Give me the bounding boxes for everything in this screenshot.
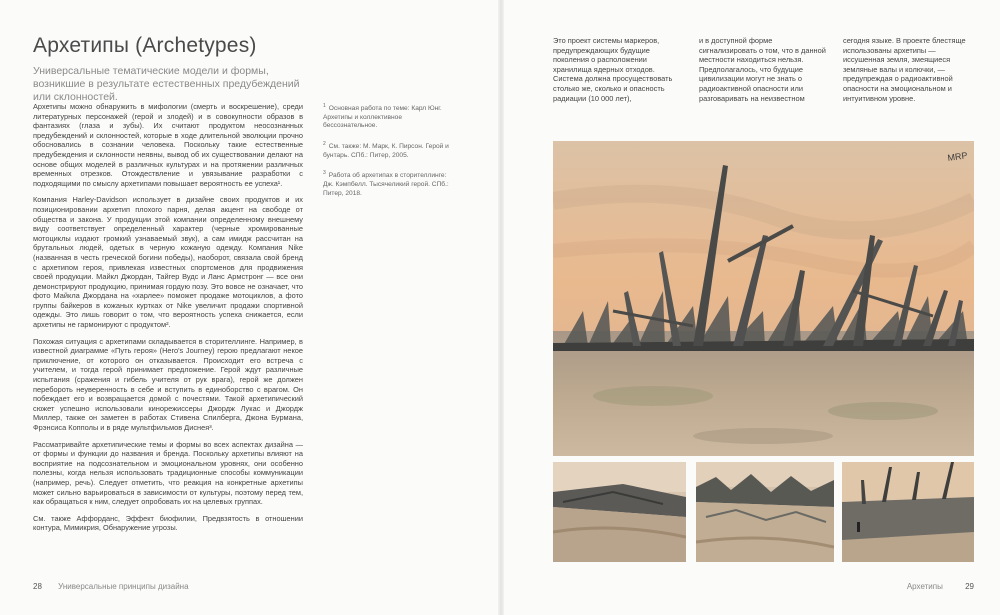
spike-field-illustration xyxy=(553,141,974,456)
page-subtitle: Универсальные тематические модели и формы, возникшие в результате естественных предубеждений или склонностей. xyxy=(33,65,300,103)
see-also: См. также Аффорданс, Эффект биофилии, Предвзятость в отношении контура, Мимикрия, Обнаружение угрозы. xyxy=(33,513,303,533)
main-text-column xyxy=(33,102,303,540)
paragraph: Похожая ситуация с архетипами складывается в сторителлинге. Например, в известной диаграмме «Путь героя» (Hero's Journey) герою предлагают некое приключение, от которого он отказывается. Происходит его встреча с учителем, и тогда герой принимает предложение. Герой ждут различные испытания (сражения и гибель учителя от рук врага), герой же должен перебороть неуверенность в себе и вступить в единоборство с врагом. Он побеждает его и возвращается домой с почестями. Такой архетипический сюжет успешно использовали кинорежиссеры Джордж Лукас и Джордж Миллер, также он заметен в работах Стивена Спилберга, Джона Бурмана, Фрэнсиса Копполы и в ряде мультфильмов Диснея³. xyxy=(33,336,303,432)
paragraph: Рассматривайте архетипические темы и формы во всех аспектах дизайна — от формы и функции до названия и бренда. Поскольку архетипы влияют на восприятие на подсознательном и эмоциональном уровнях, они особенно полезны, когда нельзя использовать традиционные способы коммуникации (например, речь). Следует отметить, что реакция на конкретные архетипы может сильно варьироваться в зависимости от культуры, поэтому перед тем, как обращаться к ним, следует опробовать их на целевых группах. xyxy=(33,439,303,507)
running-footer: Универсальные принципы дизайна xyxy=(58,582,189,591)
svg-text:MRP: MRP xyxy=(946,150,969,163)
paragraph: Компания Harley-Davidson использует в дизайне своих продуктов и их позиционировании архетип плохого парня, делая акцент на свободе от общества и закона. У продукции этой компании определенному внешнему виду соответствует определенный характер (черные хромированные мотоциклы издают громкий узнаваемый звук), а сам имидж рассчитан на брутальных людей, одетых в черную кожаную одежду. Компания Nike (названная в честь греческой богини победы), наоборот, связала свой бренд с архетипом героя, привлекая известных спортсменов для продвижения своей продукции. Майкл Джордан, Тайгер Вудс и Ланс Армстронг — все они демонстрируют продукцию, принимая гордую позу. Это вовсе не означает, что фото Майкла Джордана на «харлее» поможет продаже мотоциклов, а фото группы байкеров в кожаных куртках от Nike увеличит продажи спортивной одежды. Это лишь говорит о том, что вероятность успеха снижается, если архетипы не гармонируют с продуктом². xyxy=(33,195,303,330)
footnote: $^1$ Основная работа по теме: Карл Юнг. Архетипы и коллективное бессознательное. xyxy=(323,103,442,130)
page-title: Архетипы (Archetypes) xyxy=(33,34,257,57)
footnote-number: 1 xyxy=(323,103,326,109)
book-gutter xyxy=(498,0,504,615)
wall-and-spikes-illustration xyxy=(842,462,974,562)
earthwork-mounds-illustration xyxy=(553,462,686,562)
page-number: 29 xyxy=(965,582,974,591)
caption-column: Это проект системы маркеров, предупреждающих будущие поколения о расположении хранилища ядерных отходов. Система должна просуществовать столько же, сколько и опасность радиации (10 000 лет), xyxy=(553,36,673,103)
jagged-mounds-illustration xyxy=(696,462,834,562)
footnote: $^2$ См. также: М. Марк, К. Пирсон. Герой и бунтарь. СПб.: Питер, 2005. xyxy=(323,140,449,159)
right-folio xyxy=(907,582,974,591)
footnote-number: 3 xyxy=(323,170,326,177)
footnote-number: 2 xyxy=(323,140,326,147)
footnotes xyxy=(323,102,451,207)
page-number: 28 xyxy=(33,582,42,591)
left-folio xyxy=(33,582,189,591)
caption-column: и в доступной форме сигнализировать о том, что в данной местности находиться нельзя. Предполагалось, что будущие цивилизации могут не знать о радиоактивной опасности или разговаривать на неизвестном xyxy=(699,36,826,103)
caption-column: сегодня языке. В проекте блестяще использованы архетипы — иссушенная земля, змеящиеся земляные валы и колючки, — предупреждая о радиоактивной опасности на эмоциональном и интуитивном уровне. xyxy=(843,36,966,103)
paragraph: Архетипы можно обнаружить в мифологии (смерть и воскрешение), среди литературных персонажей (герой и злодей) и в совокупности образов в фантазиях (глаза и зубы). Их считают продуктом неосознанных предубеждений и склонностей, которые в ходе длительной эволюции прочно обосновались в сознании человека. Поскольку такие естественные предубеждения и склонности неявны, вывод об их существовании делают на основе общих моделей в различных культурах и на протяжении различных временных отрезков. Отождествление и увязывание разработки с подходящими по смыслу архетипами повышает вероятность ее успеха¹. xyxy=(33,102,303,188)
running-footer: Архетипы xyxy=(906,582,943,591)
footnote: $^3$ Работа об архетипах в сторителлинге: Дж. Кэмпбелл. Тысячеликий герой. СПб.: Питер, 2018. xyxy=(323,170,449,197)
